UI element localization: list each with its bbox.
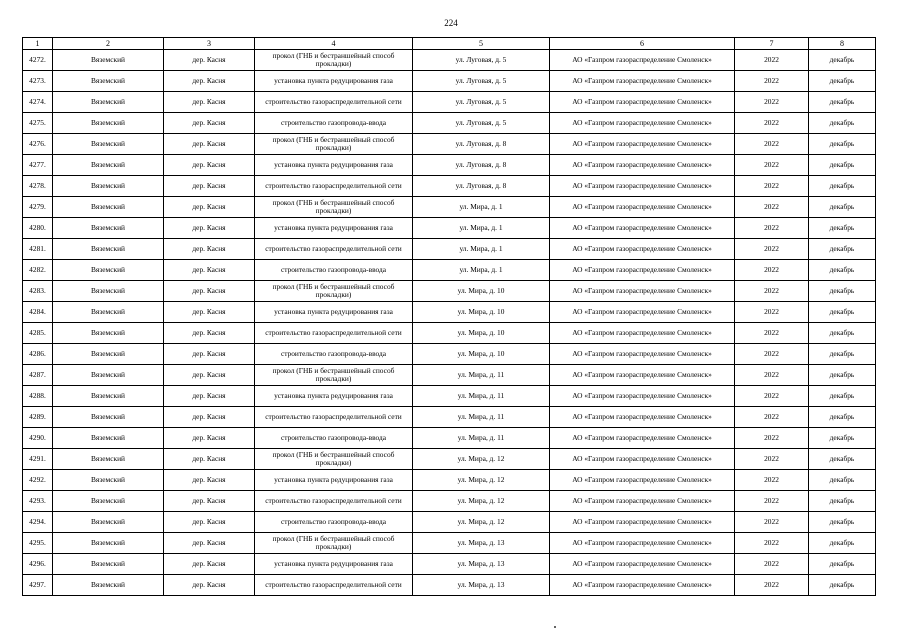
header-row [23, 38, 876, 50]
year-cell: 2022 [735, 155, 809, 176]
district-cell: Вяземский [53, 176, 164, 197]
month-cell: декабрь [809, 218, 876, 239]
address-cell: ул. Луговая, д. 5 [413, 71, 550, 92]
work-type-cell: установка пункта редуцирования газа [255, 554, 413, 575]
row-number-cell: 4281. [23, 239, 53, 260]
month-cell: декабрь [809, 491, 876, 512]
table-row [23, 134, 876, 155]
district-cell: Вяземский [53, 197, 164, 218]
table-row [23, 197, 876, 218]
table-row [23, 323, 876, 344]
year-cell: 2022 [735, 533, 809, 554]
organization-cell: АО «Газпром газораспределение Смоленск» [550, 470, 735, 491]
table-row [23, 533, 876, 554]
row-number-cell: 4293. [23, 491, 53, 512]
work-type-cell: строительство газораспределительной сети [255, 407, 413, 428]
settlement-cell: дер. Касня [164, 470, 255, 491]
work-type-cell: строительство газопровода-ввода [255, 260, 413, 281]
settlement-cell: дер. Касня [164, 113, 255, 134]
organization-cell: АО «Газпром газораспределение Смоленск» [550, 386, 735, 407]
year-cell: 2022 [735, 92, 809, 113]
row-number-cell: 4297. [23, 575, 53, 596]
address-cell: ул. Мира, д. 12 [413, 491, 550, 512]
district-cell: Вяземский [53, 449, 164, 470]
work-type-cell: прокол (ГНБ и бестраншейный способ прокладки) [255, 197, 413, 218]
year-cell: 2022 [735, 176, 809, 197]
month-cell: декабрь [809, 344, 876, 365]
table-row [23, 260, 876, 281]
year-cell: 2022 [735, 197, 809, 218]
table-row [23, 470, 876, 491]
month-cell: декабрь [809, 554, 876, 575]
district-cell: Вяземский [53, 554, 164, 575]
row-number-cell: 4283. [23, 281, 53, 302]
settlement-cell: дер. Касня [164, 344, 255, 365]
settlement-cell: дер. Касня [164, 512, 255, 533]
work-type-cell: строительство газопровода-ввода [255, 113, 413, 134]
row-number-cell: 4296. [23, 554, 53, 575]
settlement-cell: дер. Касня [164, 71, 255, 92]
address-cell: ул. Луговая, д. 8 [413, 134, 550, 155]
district-cell: Вяземский [53, 386, 164, 407]
work-type-cell: прокол (ГНБ и бестраншейный способ прокладки) [255, 134, 413, 155]
address-cell: ул. Луговая, д. 8 [413, 176, 550, 197]
row-number-cell: 4290. [23, 428, 53, 449]
month-cell: декабрь [809, 428, 876, 449]
year-cell: 2022 [735, 512, 809, 533]
organization-cell: АО «Газпром газораспределение Смоленск» [550, 113, 735, 134]
settlement-cell: дер. Касня [164, 407, 255, 428]
table-row [23, 281, 876, 302]
address-cell: ул. Мира, д. 1 [413, 239, 550, 260]
settlement-cell: дер. Касня [164, 281, 255, 302]
month-cell: декабрь [809, 113, 876, 134]
district-cell: Вяземский [53, 344, 164, 365]
month-cell: декабрь [809, 449, 876, 470]
address-cell: ул. Мира, д. 10 [413, 323, 550, 344]
row-number-cell: 4294. [23, 512, 53, 533]
year-cell: 2022 [735, 50, 809, 71]
month-cell: декабрь [809, 386, 876, 407]
header-cell: 2 [53, 38, 164, 50]
organization-cell: АО «Газпром газораспределение Смоленск» [550, 50, 735, 71]
year-cell: 2022 [735, 491, 809, 512]
table-row [23, 449, 876, 470]
address-cell: ул. Луговая, д. 5 [413, 50, 550, 71]
district-cell: Вяземский [53, 407, 164, 428]
settlement-cell: дер. Касня [164, 575, 255, 596]
address-cell: ул. Луговая, д. 8 [413, 155, 550, 176]
year-cell: 2022 [735, 260, 809, 281]
row-number-cell: 4288. [23, 386, 53, 407]
district-cell: Вяземский [53, 302, 164, 323]
row-number-cell: 4291. [23, 449, 53, 470]
month-cell: декабрь [809, 197, 876, 218]
month-cell: декабрь [809, 134, 876, 155]
row-number-cell: 4278. [23, 176, 53, 197]
organization-cell: АО «Газпром газораспределение Смоленск» [550, 512, 735, 533]
settlement-cell: дер. Касня [164, 386, 255, 407]
address-cell: ул. Луговая, д. 5 [413, 92, 550, 113]
header-cell: 4 [255, 38, 413, 50]
work-type-cell: установка пункта редуцирования газа [255, 386, 413, 407]
organization-cell: АО «Газпром газораспределение Смоленск» [550, 134, 735, 155]
settlement-cell: дер. Касня [164, 491, 255, 512]
month-cell: декабрь [809, 176, 876, 197]
table-row [23, 428, 876, 449]
organization-cell: АО «Газпром газораспределение Смоленск» [550, 554, 735, 575]
month-cell: декабрь [809, 575, 876, 596]
settlement-cell: дер. Касня [164, 239, 255, 260]
row-number-cell: 4285. [23, 323, 53, 344]
district-cell: Вяземский [53, 113, 164, 134]
address-cell: ул. Мира, д. 11 [413, 407, 550, 428]
month-cell: декабрь [809, 365, 876, 386]
year-cell: 2022 [735, 575, 809, 596]
district-cell: Вяземский [53, 134, 164, 155]
month-cell: декабрь [809, 470, 876, 491]
organization-cell: АО «Газпром газораспределение Смоленск» [550, 323, 735, 344]
header-cell: 6 [550, 38, 735, 50]
year-cell: 2022 [735, 554, 809, 575]
month-cell: декабрь [809, 50, 876, 71]
row-number-cell: 4295. [23, 533, 53, 554]
district-cell: Вяземский [53, 260, 164, 281]
address-cell: ул. Мира, д. 13 [413, 575, 550, 596]
month-cell: декабрь [809, 260, 876, 281]
month-cell: декабрь [809, 512, 876, 533]
year-cell: 2022 [735, 134, 809, 155]
work-type-cell: строительство газопровода-ввода [255, 428, 413, 449]
table-row [23, 407, 876, 428]
settlement-cell: дер. Касня [164, 218, 255, 239]
page-number: 224 [444, 18, 458, 28]
district-cell: Вяземский [53, 71, 164, 92]
organization-cell: АО «Газпром газораспределение Смоленск» [550, 155, 735, 176]
month-cell: декабрь [809, 239, 876, 260]
work-type-cell: строительство газораспределительной сети [255, 323, 413, 344]
month-cell: декабрь [809, 71, 876, 92]
year-cell: 2022 [735, 239, 809, 260]
organization-cell: АО «Газпром газораспределение Смоленск» [550, 176, 735, 197]
month-cell: декабрь [809, 407, 876, 428]
organization-cell: АО «Газпром газораспределение Смоленск» [550, 218, 735, 239]
row-number-cell: 4277. [23, 155, 53, 176]
work-type-cell: строительство газораспределительной сети [255, 176, 413, 197]
work-type-cell: прокол (ГНБ и бестраншейный способ прокладки) [255, 365, 413, 386]
address-cell: ул. Мира, д. 11 [413, 365, 550, 386]
work-type-cell: установка пункта редуцирования газа [255, 470, 413, 491]
organization-cell: АО «Газпром газораспределение Смоленск» [550, 197, 735, 218]
district-cell: Вяземский [53, 155, 164, 176]
row-number-cell: 4279. [23, 197, 53, 218]
settlement-cell: дер. Касня [164, 155, 255, 176]
organization-cell: АО «Газпром газораспределение Смоленск» [550, 281, 735, 302]
table-body [23, 50, 876, 596]
district-cell: Вяземский [53, 323, 164, 344]
table-row [23, 239, 876, 260]
organization-cell: АО «Газпром газораспределение Смоленск» [550, 344, 735, 365]
header-cell: 3 [164, 38, 255, 50]
address-cell: ул. Мира, д. 12 [413, 449, 550, 470]
address-cell: ул. Мира, д. 11 [413, 386, 550, 407]
year-cell: 2022 [735, 470, 809, 491]
work-type-cell: установка пункта редуцирования газа [255, 71, 413, 92]
settlement-cell: дер. Касня [164, 428, 255, 449]
address-cell: ул. Мира, д. 1 [413, 197, 550, 218]
year-cell: 2022 [735, 407, 809, 428]
table-row [23, 302, 876, 323]
year-cell: 2022 [735, 344, 809, 365]
district-cell: Вяземский [53, 575, 164, 596]
work-type-cell: прокол (ГНБ и бестраншейный способ прокладки) [255, 50, 413, 71]
table-row [23, 512, 876, 533]
address-cell: ул. Луговая, д. 5 [413, 113, 550, 134]
table-row [23, 218, 876, 239]
gasification-schedule-table [22, 37, 876, 596]
organization-cell: АО «Газпром газораспределение Смоленск» [550, 239, 735, 260]
month-cell: декабрь [809, 281, 876, 302]
row-number-cell: 4282. [23, 260, 53, 281]
month-cell: декабрь [809, 323, 876, 344]
address-cell: ул. Мира, д. 13 [413, 554, 550, 575]
work-type-cell: прокол (ГНБ и бестраншейный способ прокладки) [255, 281, 413, 302]
organization-cell: АО «Газпром газораспределение Смоленск» [550, 575, 735, 596]
district-cell: Вяземский [53, 365, 164, 386]
row-number-cell: 4284. [23, 302, 53, 323]
year-cell: 2022 [735, 281, 809, 302]
row-number-cell: 4280. [23, 218, 53, 239]
district-cell: Вяземский [53, 491, 164, 512]
work-type-cell: строительство газораспределительной сети [255, 575, 413, 596]
table-row [23, 386, 876, 407]
table-row [23, 50, 876, 71]
row-number-cell: 4274. [23, 92, 53, 113]
district-cell: Вяземский [53, 239, 164, 260]
address-cell: ул. Мира, д. 10 [413, 302, 550, 323]
settlement-cell: дер. Касня [164, 533, 255, 554]
work-type-cell: прокол (ГНБ и бестраншейный способ прокладки) [255, 533, 413, 554]
month-cell: декабрь [809, 533, 876, 554]
district-cell: Вяземский [53, 428, 164, 449]
row-number-cell: 4275. [23, 113, 53, 134]
work-type-cell: строительство газораспределительной сети [255, 491, 413, 512]
district-cell: Вяземский [53, 512, 164, 533]
row-number-cell: 4272. [23, 50, 53, 71]
year-cell: 2022 [735, 449, 809, 470]
table-row [23, 92, 876, 113]
settlement-cell: дер. Касня [164, 260, 255, 281]
district-cell: Вяземский [53, 50, 164, 71]
organization-cell: АО «Газпром газораспределение Смоленск» [550, 428, 735, 449]
table-row [23, 575, 876, 596]
table-row [23, 554, 876, 575]
district-cell: Вяземский [53, 533, 164, 554]
work-type-cell: строительство газопровода-ввода [255, 344, 413, 365]
work-type-cell: установка пункта редуцирования газа [255, 302, 413, 323]
table-row [23, 491, 876, 512]
organization-cell: АО «Газпром газораспределение Смоленск» [550, 302, 735, 323]
settlement-cell: дер. Касня [164, 365, 255, 386]
row-number-cell: 4287. [23, 365, 53, 386]
month-cell: декабрь [809, 302, 876, 323]
district-cell: Вяземский [53, 470, 164, 491]
header-cell: 5 [413, 38, 550, 50]
organization-cell: АО «Газпром газораспределение Смоленск» [550, 407, 735, 428]
year-cell: 2022 [735, 218, 809, 239]
year-cell: 2022 [735, 302, 809, 323]
table-row [23, 155, 876, 176]
row-number-cell: 4276. [23, 134, 53, 155]
address-cell: ул. Мира, д. 13 [413, 533, 550, 554]
table-row [23, 176, 876, 197]
settlement-cell: дер. Касня [164, 197, 255, 218]
organization-cell: АО «Газпром газораспределение Смоленск» [550, 92, 735, 113]
row-number-cell: 4286. [23, 344, 53, 365]
scan-speck [554, 626, 556, 628]
settlement-cell: дер. Касня [164, 323, 255, 344]
work-type-cell: строительство газопровода-ввода [255, 512, 413, 533]
address-cell: ул. Мира, д. 12 [413, 470, 550, 491]
settlement-cell: дер. Касня [164, 302, 255, 323]
address-cell: ул. Мира, д. 1 [413, 218, 550, 239]
organization-cell: АО «Газпром газораспределение Смоленск» [550, 365, 735, 386]
year-cell: 2022 [735, 113, 809, 134]
work-type-cell: прокол (ГНБ и бестраншейный способ прокладки) [255, 449, 413, 470]
work-type-cell: установка пункта редуцирования газа [255, 218, 413, 239]
district-cell: Вяземский [53, 281, 164, 302]
year-cell: 2022 [735, 323, 809, 344]
organization-cell: АО «Газпром газораспределение Смоленск» [550, 449, 735, 470]
settlement-cell: дер. Касня [164, 134, 255, 155]
year-cell: 2022 [735, 428, 809, 449]
year-cell: 2022 [735, 365, 809, 386]
header-cell: 8 [809, 38, 876, 50]
address-cell: ул. Мира, д. 1 [413, 260, 550, 281]
row-number-cell: 4289. [23, 407, 53, 428]
district-cell: Вяземский [53, 218, 164, 239]
settlement-cell: дер. Касня [164, 176, 255, 197]
district-cell: Вяземский [53, 92, 164, 113]
settlement-cell: дер. Касня [164, 554, 255, 575]
table-row [23, 365, 876, 386]
settlement-cell: дер. Касня [164, 92, 255, 113]
organization-cell: АО «Газпром газораспределение Смоленск» [550, 533, 735, 554]
settlement-cell: дер. Касня [164, 50, 255, 71]
organization-cell: АО «Газпром газораспределение Смоленск» [550, 260, 735, 281]
work-type-cell: строительство газораспределительной сети [255, 92, 413, 113]
table-row [23, 344, 876, 365]
month-cell: декабрь [809, 155, 876, 176]
organization-cell: АО «Газпром газораспределение Смоленск» [550, 491, 735, 512]
year-cell: 2022 [735, 386, 809, 407]
address-cell: ул. Мира, д. 11 [413, 428, 550, 449]
work-type-cell: установка пункта редуцирования газа [255, 155, 413, 176]
address-cell: ул. Мира, д. 12 [413, 512, 550, 533]
work-type-cell: строительство газораспределительной сети [255, 239, 413, 260]
address-cell: ул. Мира, д. 10 [413, 281, 550, 302]
organization-cell: АО «Газпром газораспределение Смоленск» [550, 71, 735, 92]
table-row [23, 71, 876, 92]
month-cell: декабрь [809, 92, 876, 113]
row-number-cell: 4292. [23, 470, 53, 491]
table-row [23, 113, 876, 134]
address-cell: ул. Мира, д. 10 [413, 344, 550, 365]
settlement-cell: дер. Касня [164, 449, 255, 470]
header-cell: 7 [735, 38, 809, 50]
header-cell: 1 [23, 38, 53, 50]
row-number-cell: 4273. [23, 71, 53, 92]
year-cell: 2022 [735, 71, 809, 92]
